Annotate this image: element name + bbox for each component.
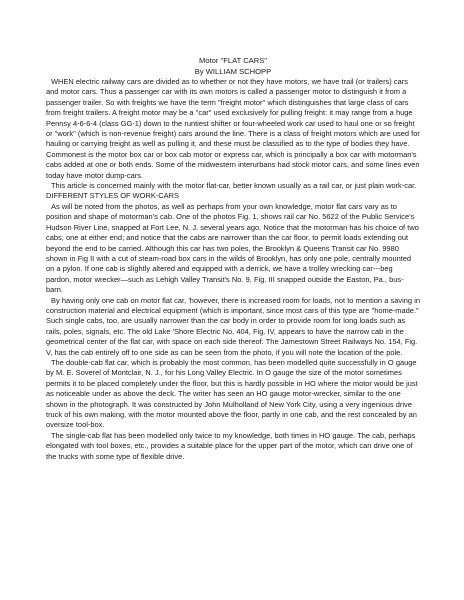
article-byline: By WILLIAM SCHOPP [194, 66, 272, 76]
paragraph-double-cab: The double-cab flat car, which is probably the most common, has been modelled quite successfully in O gauge by M. E. Soverel of Montclair, N. J., for his Long Valley Electric. In O gauge the size of the motor sometimes permits it to be placed completely under the floor, but this is hardly possible in HO where the motor would be just as noticeable under as above the deck. The writer has seen an HO gauge motor-wrecker, similar to the one shown in the photograph. It was constructed by John Mulholland of New York City, using a very ingenious drive truck of his own making, with the motor mounted above the floor, partly in one cab, and the rest concealed by an oversize tool-box. [46, 357, 418, 430]
paragraph-single-cab-models: The single-cab flat has been modelled only twice to my knowledge, both times in HO gauge. The cab, perhaps elongated with tool boxes, etc., provides a suitable place for the upper part of the motor, which can drive one of the trucks with some type of flexible drive. [46, 430, 416, 461]
paragraph-intro: WHEN electric railway cars are divided as to whether or not they have motors, we have trail (or trailers) cars and motor cars. Thus a passenger car with its own motors is called a passenger motor to distinguish it from a passenger trailer. So with freights we have the term "freight motor" which distinguishes that large class of cars from freight trailers. A freight motor may be a "car" used exclusively for pulling freight: it may range from a huge Pennsy 4-6-6-4 (class GG-1) down to the runtiest shifter or four-wheeled work car used to haul one or so freight or "work" (which is non-revenue freight) cars around the line. There is a class of freight motors which are used for hauling or carrying freight as well as pulling it, and these must be classified as to the type of bodies they have. Commonest is the motor box car or box cab motor or express car, which is principally a box car with motorman's cabs added at one or both ends. Some of the midwestern interurbans had stock motor cars, and some lines even today have motor dump-cars. [46, 77, 420, 180]
paragraph-single-cab: By having only one cab on motor flat car, 'however, there is increased room for loads, not to mention a saving in construction material and electrical equipment (which is important, since most cars of this type are "home-made." Such single cabs, too, are usually narrower than the car body in order to provide room for long loads such as rails, poles, signals, etc. The old Lake 'Shore Electric No. 404, Fig. IV, appears to have the narrow cab in the geometrical center of the flat car, with space on each side thereof. The Jamestown Street Railways No. 154, Fig. V, has the cab entirely off to one side as can be seen from the photo, if you will note the location of the pole. [46, 295, 420, 357]
article-body [46, 77, 420, 462]
article-title: Motor "FLAT CARS" [199, 56, 267, 65]
paragraph-scope: This article is concerned mainly with the motor flat-car, better known usually as a rail car, or just plain work-car. [51, 181, 417, 191]
paragraph-styles: As will be noted from the photos, as well as perhaps from your own knowledge, motor flat cars vary as to position and shape of motorman's cab. One of the photos Fig. 1, shows rail car No. 5622 of the Public Service's Hudson River Line, snapped at Fort Lee, N. J. several years ago. Notice that the motorman has his choice of two cabs, one at either end; and notice that the cabs are narrower than the car floor, to permit loads extending out beyond the end to be carried. Although this car has two poles, the Brooklyn & Queens Transit car No. 9980 shown in Fig II with a cut of steam-road box cars in the wilds of Brooklyn, has only one pole, centrally mounted on a pylon. If one cab is slightly altered and equipped with a derrick, we have a trolley wrecking car---beg pardon, motor wrecker—such as Lehigh Valley Transit's No. 9, Fig. III snapped outside the Easton, Pa., bus-barn. [46, 201, 419, 295]
section-heading: DIFFERENT STYLES OF WORK-CARS [46, 191, 179, 201]
